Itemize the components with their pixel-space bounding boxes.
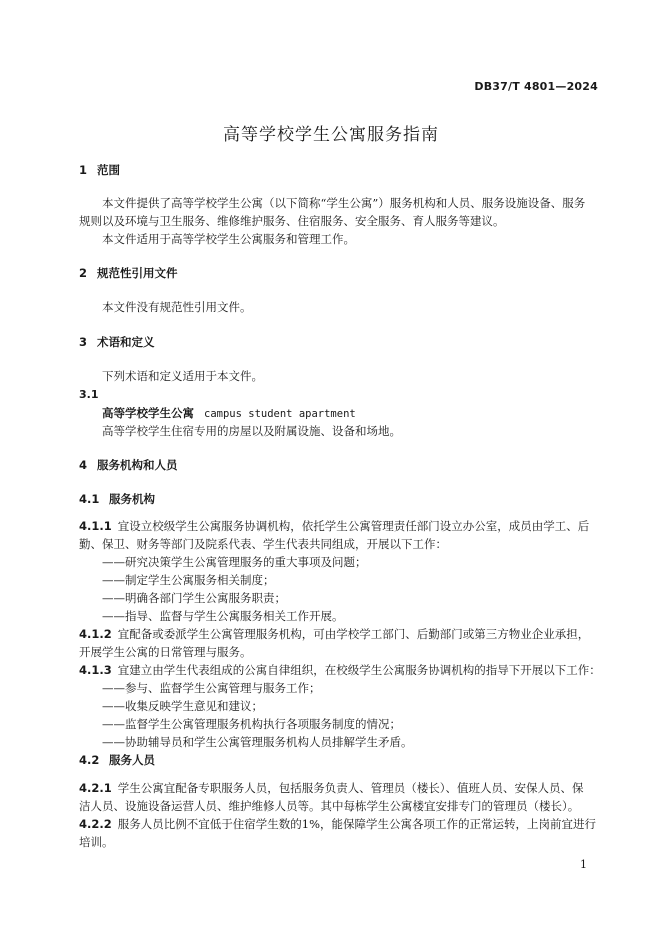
clause-text: 宜建立由学生代表组成的公寓自律组织，在校级学生公寓服务协调机构的指导下开展以下工作： [117,663,601,677]
section-title: 范围 [97,163,120,177]
clause-4-1-3-line-1 [79,661,601,679]
subsection-number: 4.1 [79,492,100,506]
sec1-paragraph-1-line-2: 规则以及环境与卫生服务、维修维护服务、住宿服务、安全服务、育人服务等建议。 [79,214,505,228]
clause-4-1-2-line-1 [79,625,589,643]
clause-4-2-2-line-2: 培训。 [79,835,114,849]
term-english: campus student apartment [204,408,356,420]
term-definition: 高等学校学生住宿专用的房屋以及附属设施、设备和场地。 [102,424,401,438]
section-number: 4 [79,458,88,472]
sec3-paragraph-1: 下列术语和定义适用于本文件。 [102,369,263,383]
sec2-paragraph-1: 本文件没有规范性引用文件。 [102,300,252,314]
standard-number: DB37/T 4801—2024 [474,80,598,93]
section-title: 服务机构和人员 [97,458,178,472]
clause-4-1-1-line-1 [79,517,589,535]
document-title: 高等学校学生公寓服务指南 [223,125,439,145]
term-chinese: 高等学校学生公寓 [102,406,194,420]
subsection-title: 服务机构 [109,492,155,506]
section-title: 术语和定义 [97,335,155,349]
page-number: 1 [580,858,587,871]
clause-text: 服务人员比例不宜低于住宿学生数的1%，能保障学生公寓各项工作的正常运转，上岗前宜进行 [117,817,596,831]
sec1-paragraph-1-line-1: 本文件提供了高等学校学生公寓（以下简称“学生公寓”）服务机构和人员、服务设施设备、服务 [102,196,586,210]
clause-4-2-1-line-2: 洁人员、设施设备运营人员、维护维修人员等。其中每栋学生公寓楼宜安排专门的管理员（楼长）。 [79,799,580,813]
clause-number: 4.1.3 [79,663,112,677]
term-number: 3.1 [79,388,99,401]
section-4-heading [79,457,178,473]
clause-4-1-1-line-2: 勤、保卫、财务等部门及院系代表、学生代表共同组成，开展以下工作： [79,537,447,551]
clause-text: 宜设立校级学生公寓服务协调机构，依托学生公寓管理责任部门设立办公室，成员由学工、后 [117,519,590,533]
list-item: ——监督学生公寓管理服务机构执行各项服务制度的情况； [102,717,401,731]
section-number: 3 [79,335,88,349]
subsection-number: 4.2 [79,753,100,767]
clause-number: 4.2.1 [79,781,112,795]
section-2-heading [79,265,178,281]
section-3-heading [79,334,155,350]
list-item: ——收集反映学生意见和建议； [102,699,263,713]
list-item: ——协助辅导员和学生公寓管理服务机构人员排解学生矛盾。 [102,735,413,749]
sec1-paragraph-2: 本文件适用于高等学校学生公寓服务和管理工作。 [102,232,355,246]
clause-4-2-2-line-1 [79,815,596,833]
subsection-title: 服务人员 [109,753,155,767]
term-entry [102,404,356,423]
clause-number: 4.1.1 [79,519,112,533]
subsection-4-1-heading [79,491,155,507]
clause-4-2-1-line-1 [79,779,584,797]
section-number: 2 [79,266,88,280]
clause-text: 学生公寓宜配备专职服务人员，包括服务负责人、管理员（楼长）、值班人员、安保人员、保 [117,781,584,795]
section-number: 1 [79,163,88,177]
list-item: ——研究决策学生公寓管理服务的重大事项及问题； [102,555,367,569]
list-item: ——指导、监督与学生公寓服务相关工作开展。 [102,609,344,623]
subsection-4-2-heading [79,752,155,768]
clause-number: 4.2.2 [79,817,112,831]
list-item: ——明确各部门学生公寓服务职责； [102,591,286,605]
clause-4-1-2-line-2: 开展学生公寓的日常管理与服务。 [79,645,252,659]
section-title: 规范性引用文件 [97,266,178,280]
clause-text: 宜配备或委派学生公寓管理服务机构，可由学校学工部门、后勤部门或第三方物业企业承担， [117,627,590,641]
list-item: ——参与、监督学生公寓管理与服务工作； [102,681,321,695]
list-item: ——制定学生公寓服务相关制度； [102,573,275,587]
section-1-heading [79,162,120,178]
clause-number: 4.1.2 [79,627,112,641]
